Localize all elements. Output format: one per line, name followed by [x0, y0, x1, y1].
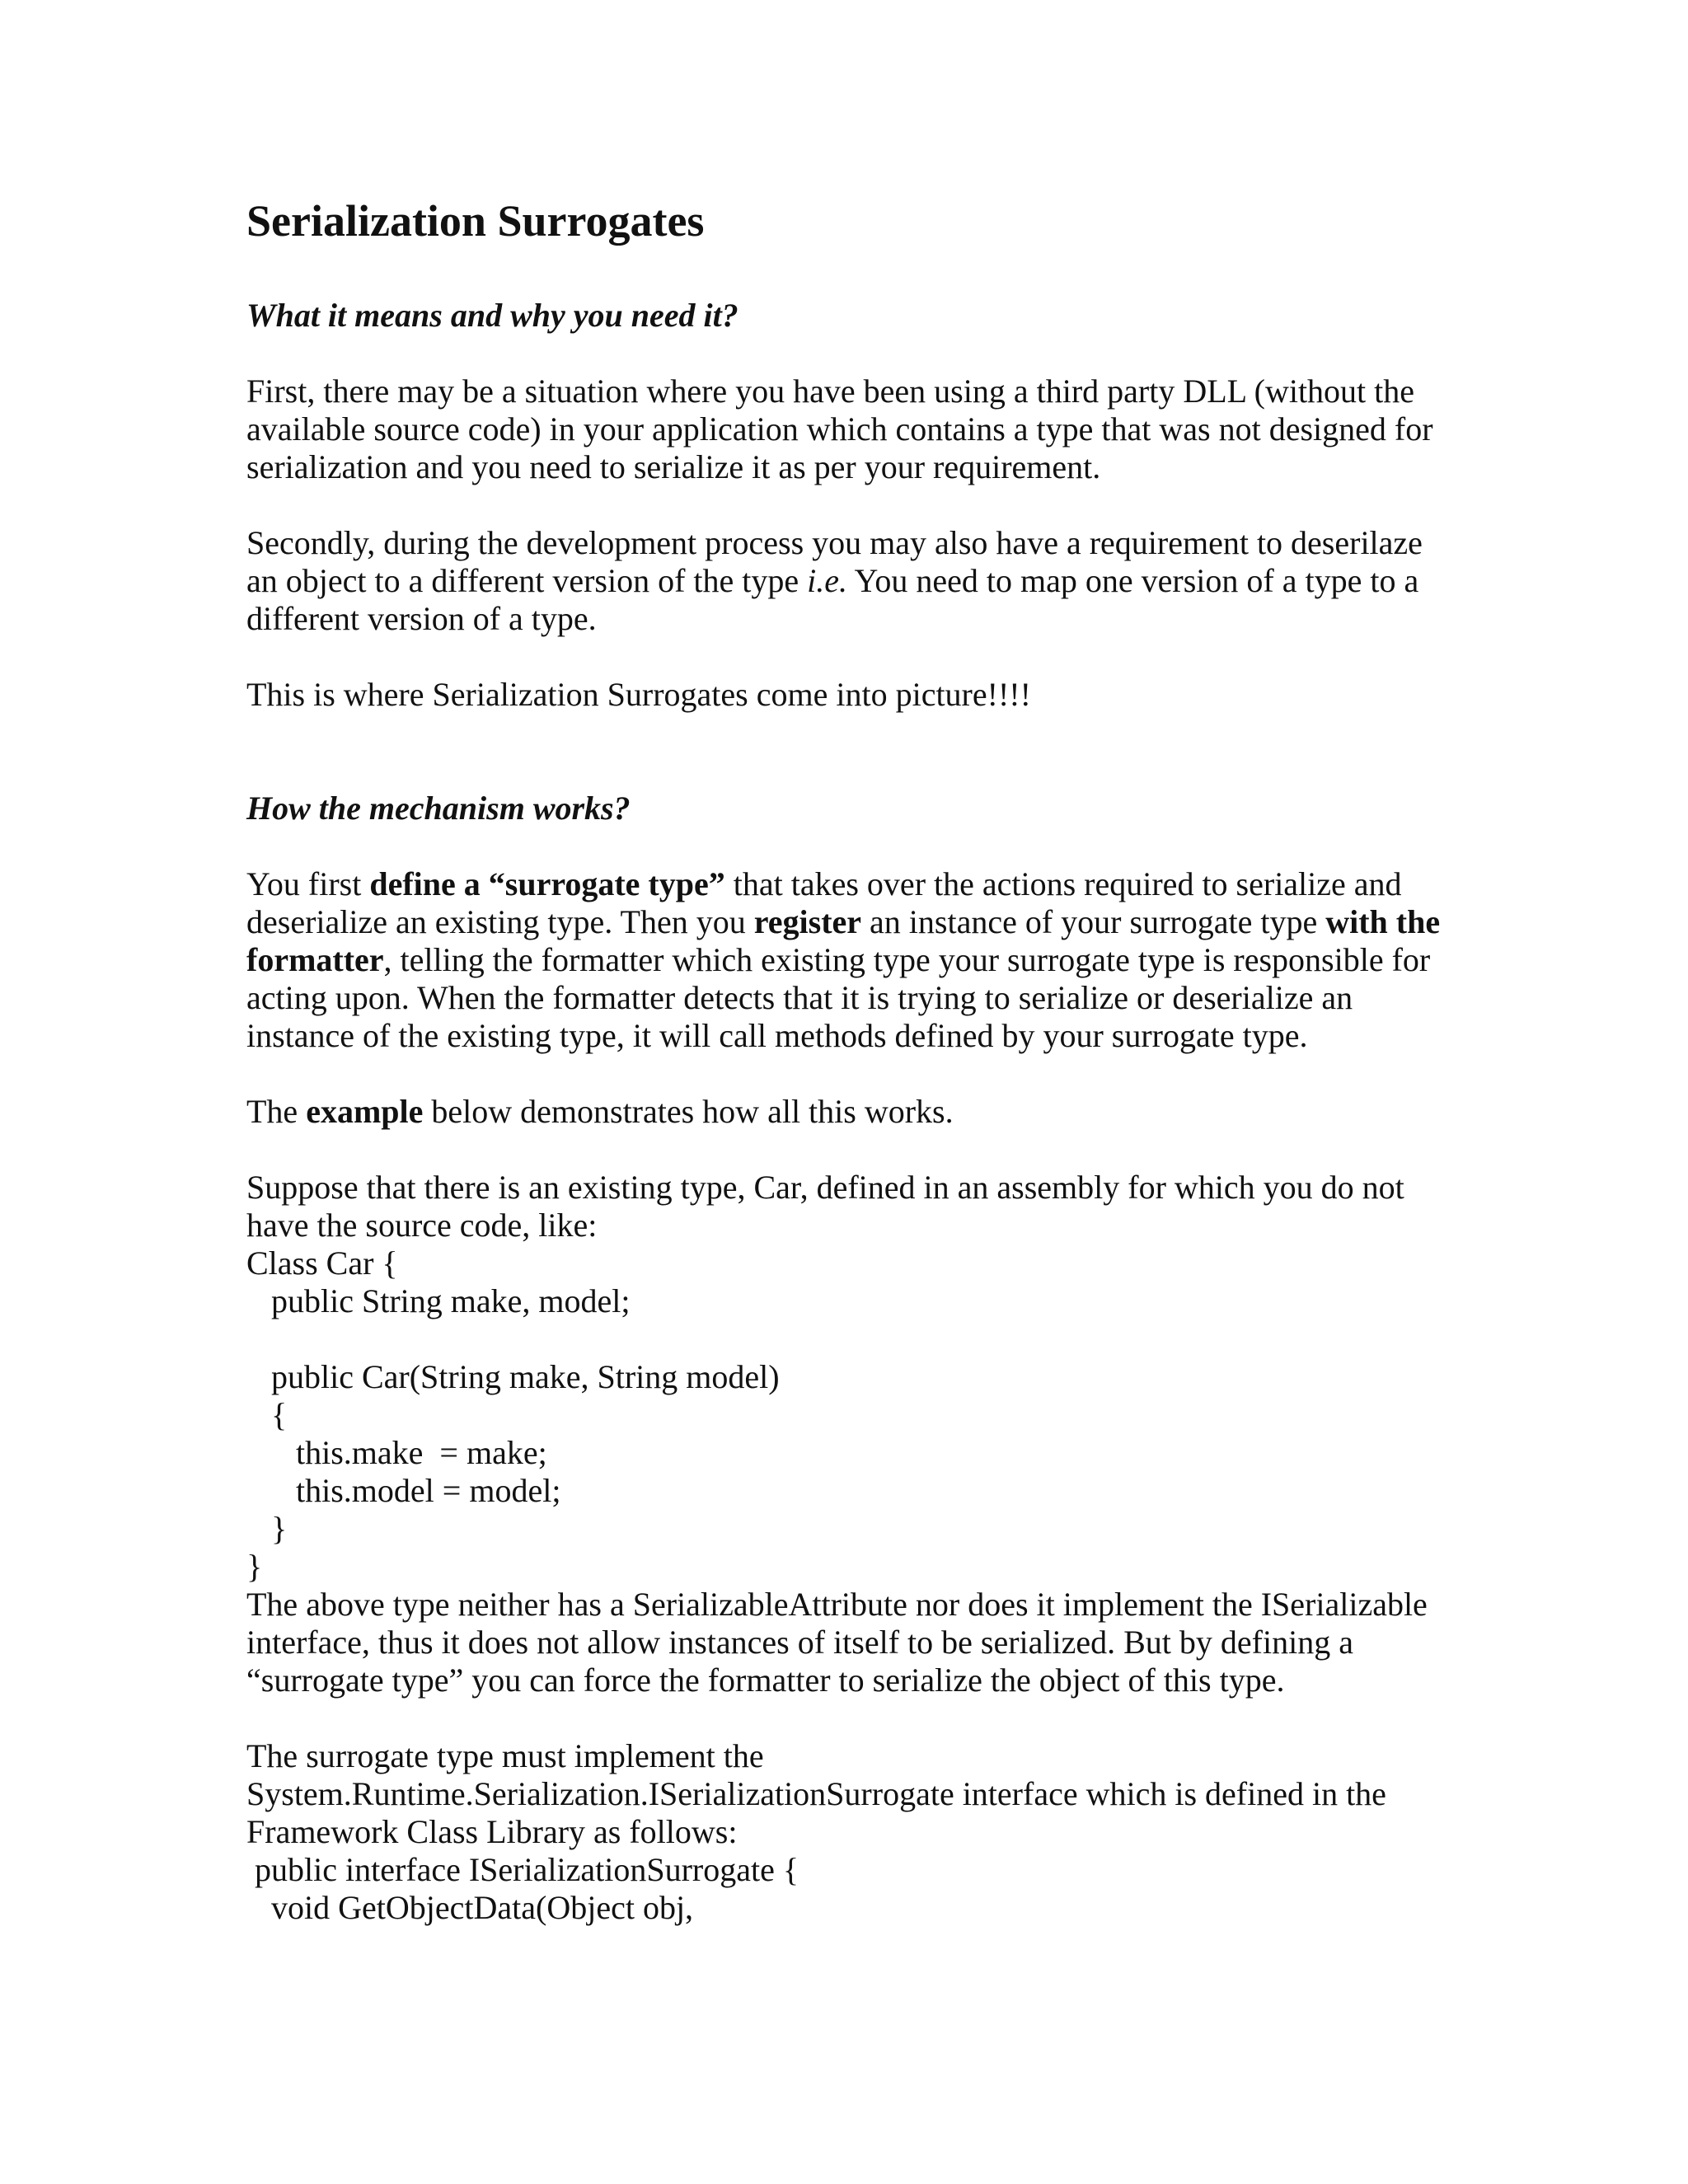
paragraph-mechanism [246, 865, 1450, 1055]
paragraph-example-intro [246, 1093, 1450, 1131]
paragraph-line: Framework Class Library as follows: [246, 1813, 738, 1850]
bold-example: example [306, 1093, 424, 1130]
paragraph-picture: This is where Serialization Surrogates come into picture!!!! [246, 676, 1031, 713]
code-line: } [246, 1510, 288, 1547]
code-line [246, 1320, 1450, 1358]
document-title: Serialization Surrogates [246, 196, 705, 246]
code-line: public Car(String make, String model) [246, 1358, 780, 1395]
code-line: Class Car { [246, 1244, 398, 1282]
section-heading-what-it-means: What it means and why you need it? [246, 297, 738, 334]
code-line: public String make, model; [246, 1282, 631, 1319]
code-block-interface [246, 1851, 1450, 1927]
bold-define-surrogate: define a “surrogate type” [369, 865, 725, 902]
section-heading-how-it-works: How the mechanism works? [246, 790, 631, 827]
paragraph-text: You first [246, 865, 370, 902]
italic-ie: i.e. [807, 562, 848, 599]
code-block-car-class [246, 1244, 1450, 1586]
paragraph-surrogate-interface [246, 1737, 1450, 1851]
code-line: { [246, 1396, 288, 1433]
paragraph-text: The [246, 1093, 307, 1130]
bold-with-formatter: with the formatter [246, 903, 1441, 978]
code-line: this.make = make; [246, 1434, 547, 1471]
paragraph-text: an instance of your surrogate type [861, 903, 1326, 940]
paragraph-text: You need to map one version of a type to a different version of a type. [246, 562, 1419, 637]
code-line: this.model = model; [246, 1472, 561, 1509]
paragraph-first-situation: First, there may be a situation where you have been using a third party DLL (without the available source code) in your application which contains a type that was not designed for serialization and you need to serialize it as per your requirement. [246, 373, 1433, 485]
paragraph-text: that takes over the actions required to serialize and deserialize an existing type. Then you [246, 865, 1402, 940]
document-content [246, 196, 1450, 1927]
code-line: void GetObjectData(Object obj, [246, 1889, 694, 1926]
paragraph-second-situation [246, 524, 1450, 638]
code-line: public interface ISerializationSurrogate { [246, 1851, 799, 1888]
paragraph-line: The surrogate type must implement the [246, 1737, 764, 1774]
paragraph-car-type: Suppose that there is an existing type, Car, defined in an assembly for which you do not have the source code, like: [246, 1169, 1404, 1244]
code-line: } [246, 1548, 263, 1585]
paragraph-text: below demonstrates how all this works. [423, 1093, 954, 1130]
paragraph-text: Secondly, during the development process you may also have a requirement to deserilaze an object to a different version of the type [246, 524, 1423, 599]
paragraph-line: System.Runtime.Serialization.ISerializationSurrogate interface which is defined in the [246, 1775, 1386, 1812]
paragraph-text: , telling the formatter which existing type your surrogate type is responsible for acting upon. When the formatter detects that it is trying to serialize or deserialize an instance of the existing type, it will call methods defined by your surrogate type. [246, 941, 1431, 1054]
paragraph-no-serializable: The above type neither has a SerializableAttribute nor does it implement the ISerializable interface, thus it does not allow instances of itself to be serialized. But by defining a “surrogate type” you can force the formatter to serialize the object of this type. [246, 1586, 1428, 1699]
bold-register: register [753, 903, 862, 940]
